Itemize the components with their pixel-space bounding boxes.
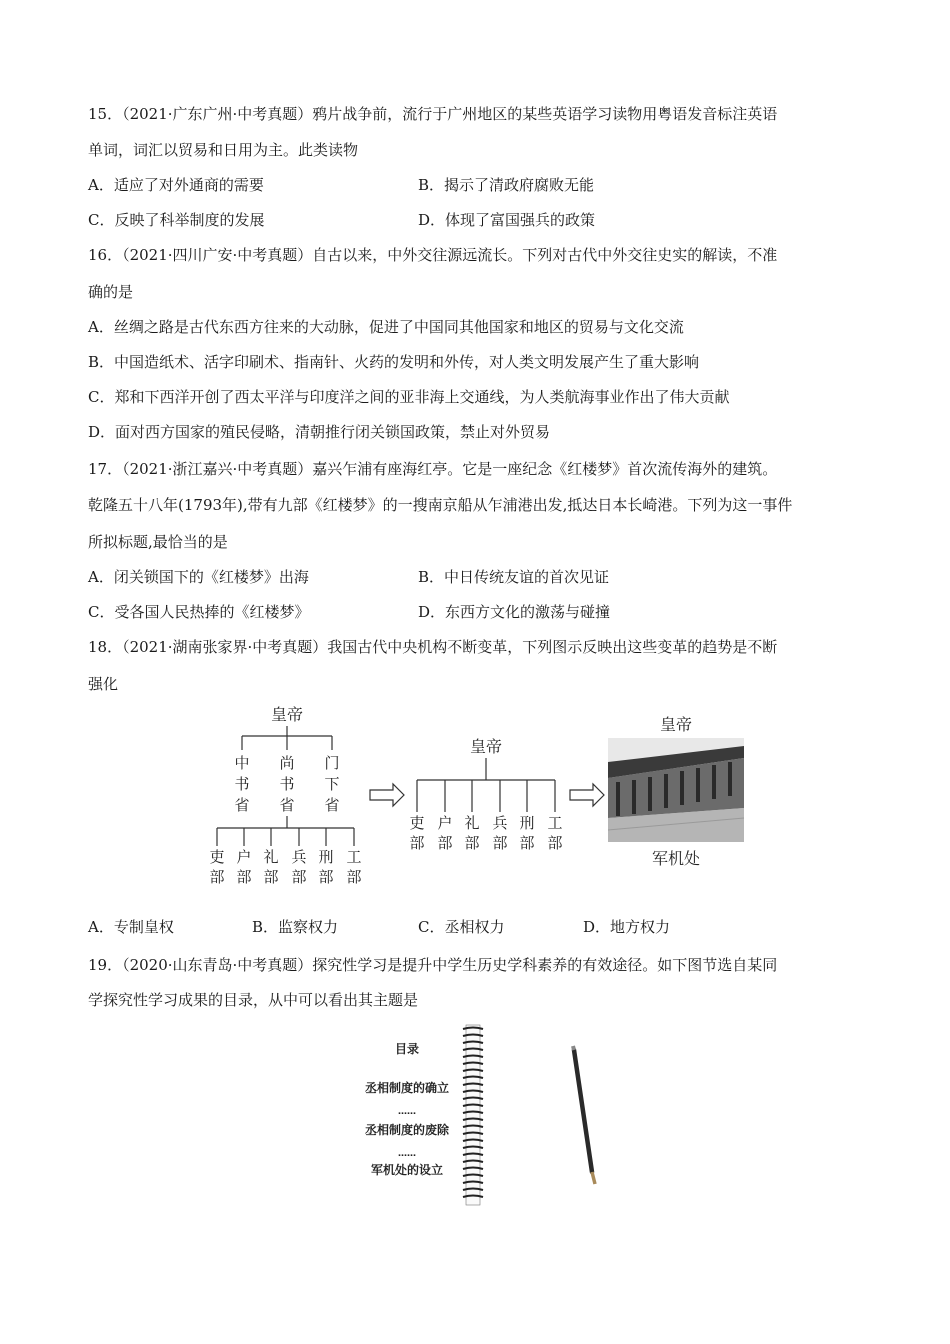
q17-option-c: C．受各国人民热捧的《红楼梦》 bbox=[88, 603, 310, 621]
council-label: 军机处 bbox=[651, 849, 701, 868]
q18-option-d: D．地方权力 bbox=[583, 918, 671, 936]
stage2-emperor-label: 皇帝 bbox=[469, 737, 503, 756]
office-zhongshu: 中书省 bbox=[234, 754, 250, 814]
q17-stem-line1: 17．（2021·浙江嘉兴·中考真题）嘉兴乍浦有座海红亭。它是一座纪念《红楼梦》首次流传海外的建筑。 bbox=[88, 460, 778, 478]
q15-option-b: B．揭示了清政府腐败无能 bbox=[418, 176, 595, 194]
q18-option-c: C．丞相权力 bbox=[418, 918, 505, 936]
q16-option-d: D．面对西方国家的殖民侵略，清朝推行闭关锁国政策，禁止对外贸易 bbox=[88, 423, 551, 441]
ministry-label: 吏部 bbox=[209, 848, 225, 886]
ministry-label: 兵部 bbox=[291, 848, 307, 886]
q16-stem-line2: 确的是 bbox=[88, 283, 134, 301]
toc-title: 目录 bbox=[394, 1042, 420, 1056]
ministry-label: 工部 bbox=[346, 848, 362, 886]
ministry-label: 户部 bbox=[437, 814, 453, 852]
stage1-emperor-label: 皇帝 bbox=[270, 705, 304, 724]
q17-option-d: D．东西方文化的激荡与碰撞 bbox=[418, 603, 611, 621]
toc-dots-2: …… bbox=[398, 1149, 416, 1159]
q17-option-b: B．中日传统友谊的首次见证 bbox=[418, 568, 610, 586]
central-government-evolution-diagram bbox=[200, 700, 760, 892]
ministry-label: 户部 bbox=[236, 848, 252, 886]
arrow-right-icon bbox=[370, 784, 404, 806]
research-table-of-contents-figure bbox=[330, 1020, 620, 1210]
q16-option-a: A．丝绸之路是古代东西方往来的大动脉，促进了中国同其他国家和地区的贸易与文化交流 bbox=[88, 318, 684, 336]
q18-stem-line1: 18．（2021·湖南张家界·中考真题）我国古代中央机构不断变革，下列图示反映出这些变革的趋势是不断 bbox=[88, 638, 778, 656]
ministry-label: 礼部 bbox=[263, 848, 279, 886]
toc-item-1: 丞相制度的确立 bbox=[364, 1081, 450, 1095]
spiral-binding-icon bbox=[463, 1025, 483, 1205]
q19-stem-line1: 19．（2020·山东青岛·中考真题）探究性学习是提升中学生历史学科素养的有效途径。如下图节选自某同 bbox=[88, 956, 778, 974]
q19-stem-line2: 学探究性学习成果的目录，从中可以看出其主题是 bbox=[88, 991, 419, 1009]
arrow-right-icon bbox=[570, 784, 604, 806]
stage3-emperor-label: 皇帝 bbox=[659, 715, 693, 734]
q15-stem-line1: 15．（2021·广东广州·中考真题）鸦片战争前，流行于广州地区的某些英语学习读物用粤语发音标注英语 bbox=[88, 105, 778, 123]
q16-option-b: B．中国造纸术、活字印刷术、指南针、火药的发明和外传，对人类文明发展产生了重大影响 bbox=[88, 353, 700, 371]
q16-option-c: C．郑和下西洋开创了西太平洋与印度洋之间的亚非海上交通线，为人类航海事业作出了伟大贡献 bbox=[88, 388, 730, 406]
ministry-label: 吏部 bbox=[409, 814, 425, 852]
q18-option-b: B．监察权力 bbox=[252, 918, 339, 936]
q15-option-d: D．体现了富国强兵的政策 bbox=[418, 211, 596, 229]
toc-item-2: 丞相制度的废除 bbox=[364, 1123, 450, 1137]
ministry-label: 礼部 bbox=[464, 814, 480, 852]
ministry-label: 工部 bbox=[547, 814, 563, 852]
office-menxia: 门下省 bbox=[324, 754, 340, 814]
q16-stem-line1: 16．（2021·四川广安·中考真题）自古以来，中外交往源远流长。下列对古代中外交往史实的解读，不准 bbox=[88, 246, 778, 264]
toc-dots-1: …… bbox=[398, 1107, 416, 1117]
grand-council-photo bbox=[608, 738, 744, 842]
ministry-label: 兵部 bbox=[492, 814, 508, 852]
office-shangshu: 尚书省 bbox=[279, 754, 295, 814]
q15-stem-line2: 单词，词汇以贸易和日用为主。此类读物 bbox=[88, 141, 359, 159]
q17-option-a: A．闭关锁国下的《红楼梦》出海 bbox=[88, 568, 309, 586]
q15-option-c: C．反映了科举制度的发展 bbox=[88, 211, 265, 229]
ministry-label: 刑部 bbox=[519, 814, 535, 852]
q18-stem-line2: 强化 bbox=[88, 675, 119, 693]
toc-item-3: 军机处的设立 bbox=[370, 1163, 444, 1177]
q17-stem-line3: 所拟标题,最恰当的是 bbox=[88, 533, 228, 551]
pencil-icon bbox=[573, 1046, 595, 1184]
q15-option-a: A．适应了对外通商的需要 bbox=[88, 176, 264, 194]
ministry-label: 刑部 bbox=[318, 848, 334, 886]
q18-option-a: A．专制皇权 bbox=[88, 918, 174, 936]
q17-stem-line2: 乾隆五十八年(1793年),带有九部《红楼梦》的一搜南京船从乍浦港出发,抵达日本长崎港。下列为这一事件 bbox=[88, 496, 793, 514]
